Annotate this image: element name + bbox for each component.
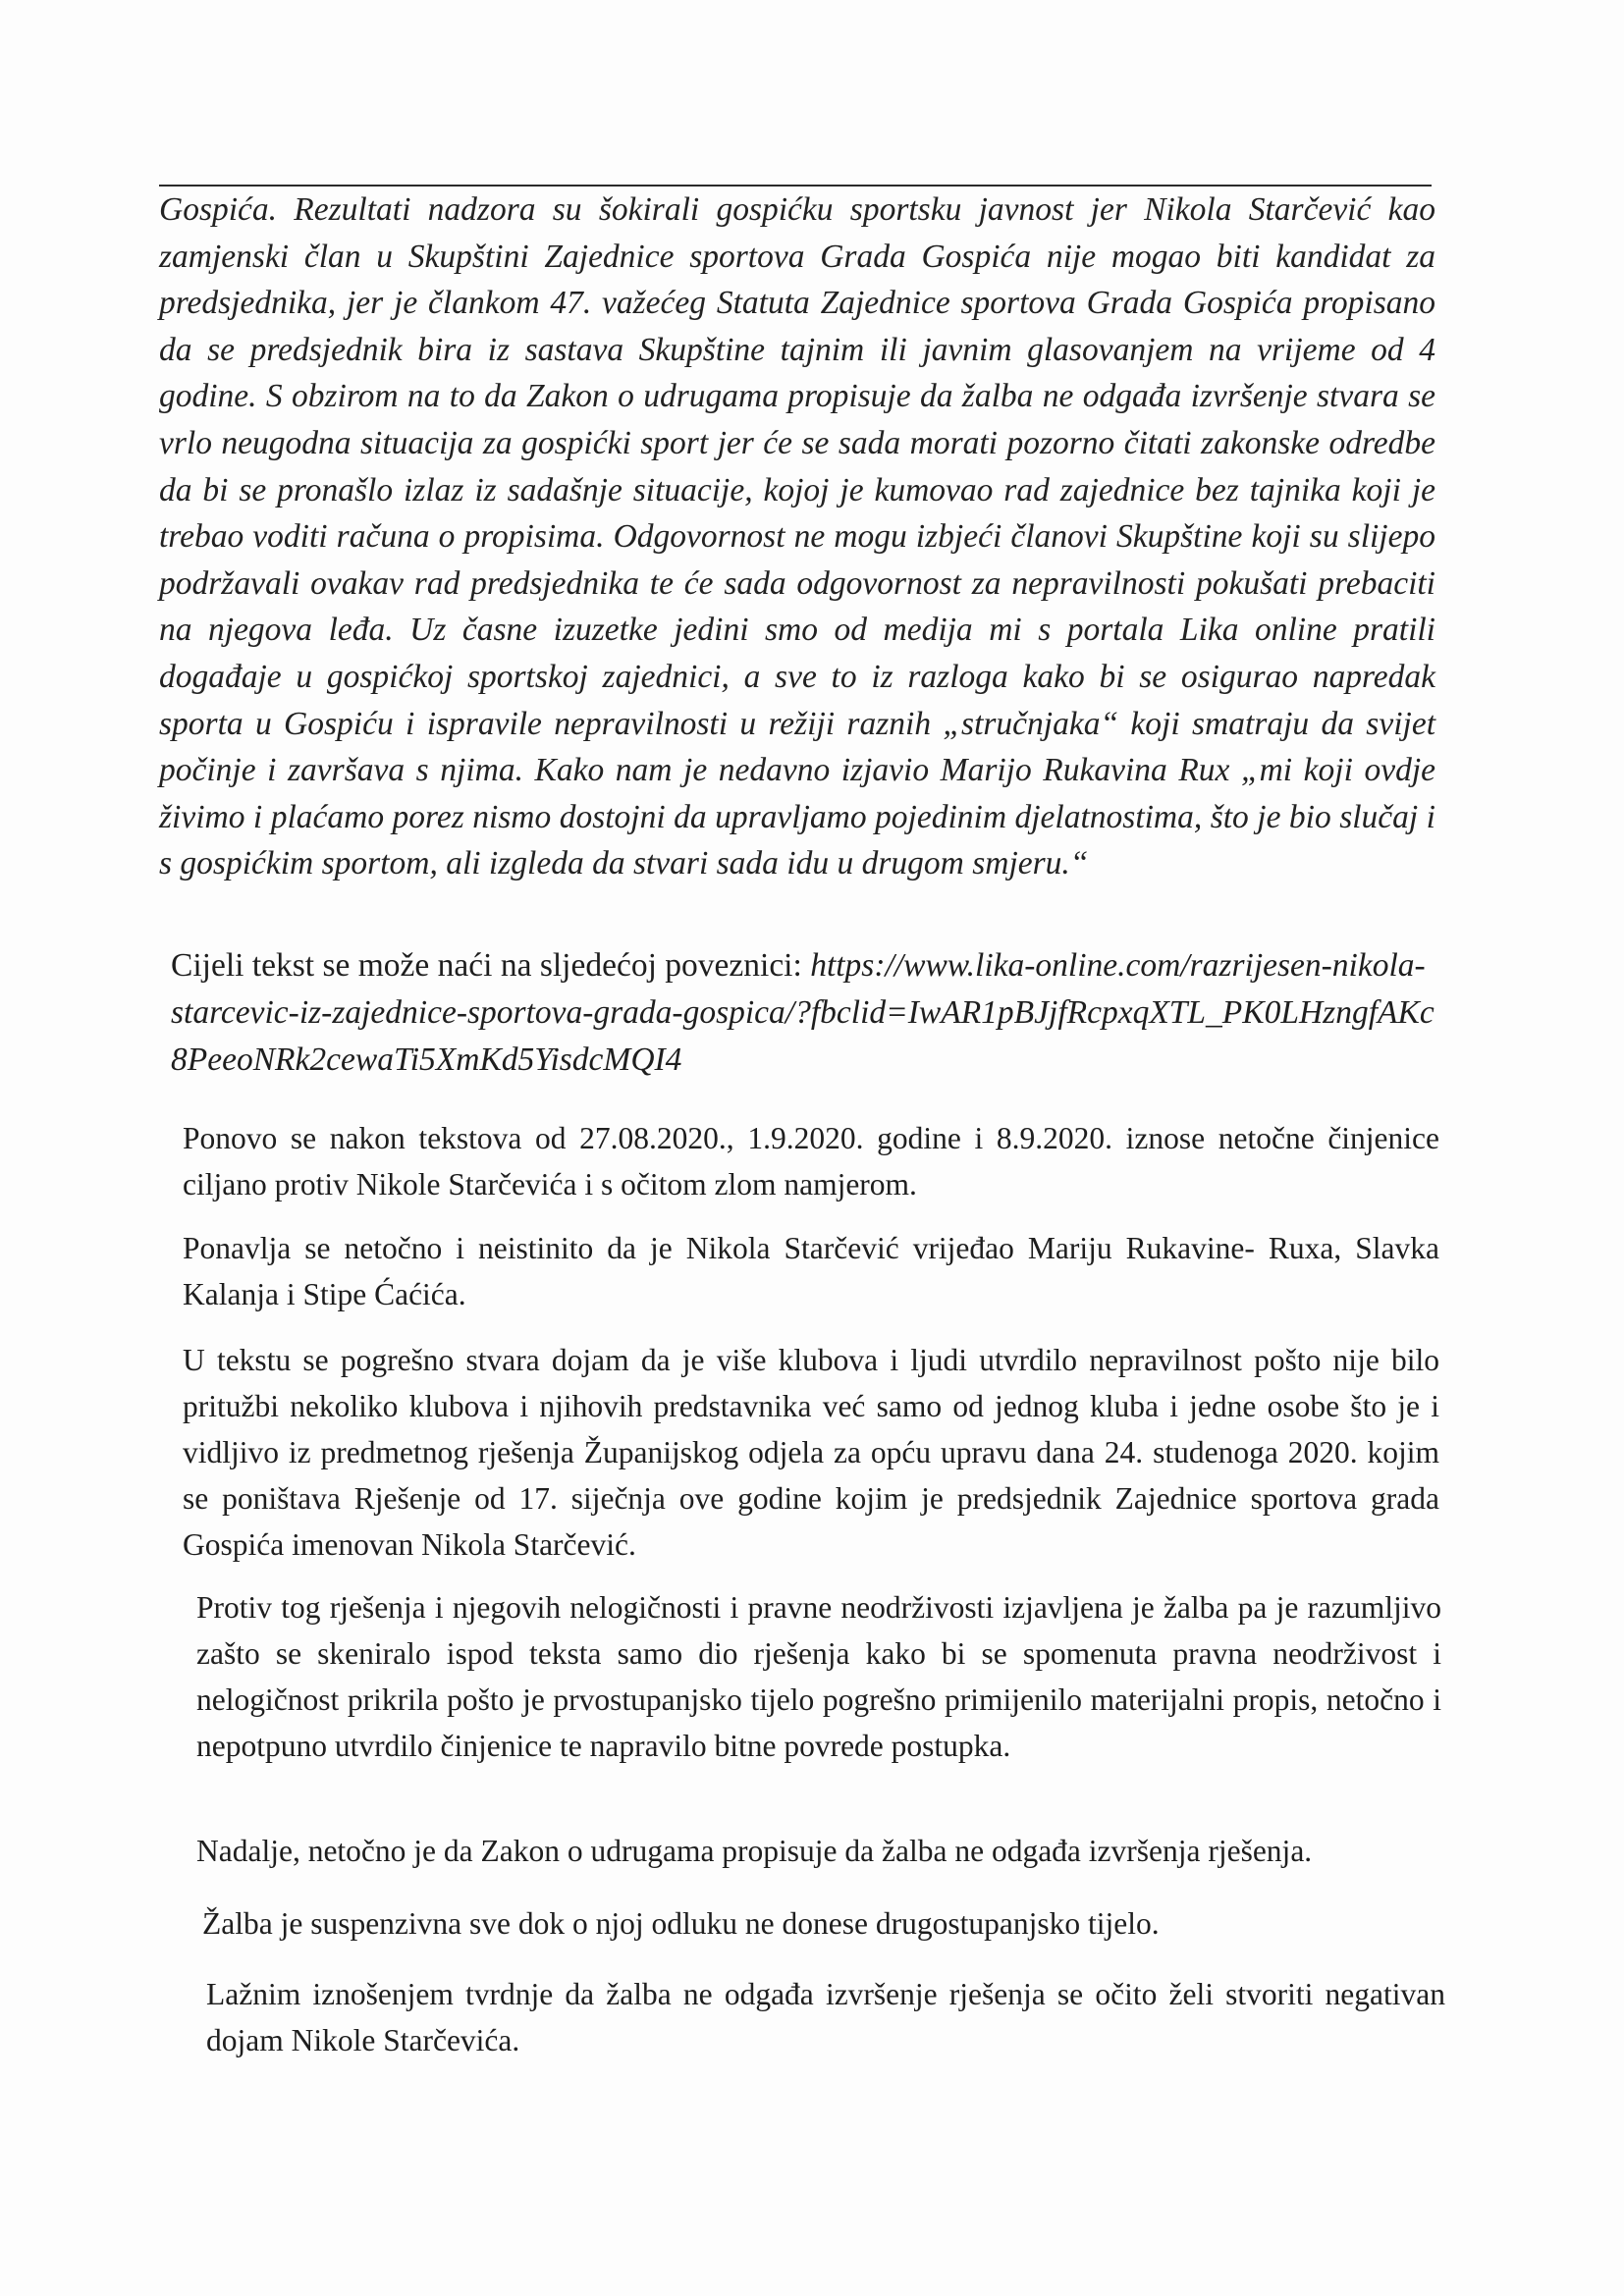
body-paragraph <box>183 1115 1439 1207</box>
paragraph-text: Protiv tog rješenja i njegovih nelogičnosti i pravne neodrživosti izjavljena je žalba pa je razumljivo zašto se skeniralo ispod teksta samo dio rješenja kako bi se spomenuta pravna neodrživost i nelogičnost prikrila pošto je prvostupanjsko tijelo pogrešno primijenilo materijalni propis, netočno i nepotpuno utvrdilo činjenice te napravilo bitne povrede postupka. <box>196 1590 1441 1763</box>
paragraph-text: Nadalje, netočno je da Zakon o udrugama propisuje da žalba ne odgađa izvršenja rješenja. <box>196 1834 1313 1868</box>
body-paragraph <box>202 1900 1441 1947</box>
paragraph-text: U tekstu se pogrešno stvara dojam da je više klubova i ljudi utvrdilo nepravilnost pošto nije bilo pritužbi nekoliko klubova i njihovih predstavnika već samo od jednog kluba i jedne osobe što je i vidljivo iz predmetnog rješenja Županijskog odjela za opću upravu dana 24. studenoga 2020. kojim se poništava Rješenje od 17. siječnja ove godine kojim je predsjednik Zajednice sportova grada Gospića imenovan Nikola Starčević. <box>183 1343 1439 1562</box>
source-intro-text: Cijeli tekst se može naći na sljedećoj poveznici: <box>171 947 811 984</box>
body-paragraph <box>206 1971 1445 2063</box>
quoted-article-excerpt <box>159 187 1435 887</box>
paragraph-text: Ponavlja se netočno i neistinito da je Nikola Starčević vrijeđao Mariju Rukavine- Ruxa, Slavka Kalanja i Stipe Ćaćića. <box>183 1231 1439 1311</box>
body-paragraph <box>183 1337 1439 1568</box>
paragraph-text: Lažnim iznošenjem tvrdnje da žalba ne odgađa izvršenje rješenja se očito želi stvoriti negativan dojam Nikole Starčevića. <box>206 1977 1445 2057</box>
source-link[interactable]: https://www.lika-online.com/razrijesen-nikola-starcevic-iz-zajednice-sportova-grada-gospica/?fbclid=IwAR1pBJjfRcpxqXTL_PK0LHzngfAKc8PeeoNRk2cewaTi5XmKd5YisdcMQI4 <box>171 947 1435 1078</box>
source-reference <box>171 942 1437 1084</box>
body-paragraph <box>196 1828 1441 1874</box>
quoted-article-text: Gospića. Rezultati nadzora su šokirali gospićku sportsku javnost jer Nikola Starčević kao zamjenski član u Skupštini Zajednice sportova Grada Gospića nije mogao biti kandidat za predsjednika, jer je člankom 47. važećeg Statuta Zajednice sportova Grada Gospića propisano da se predsjednik bira iz sastava Skupštine tajnim ili javnim glasovanjem na vrijeme od 4 godine. S obzirom na to da Zakon o udrugama propisuje da žalba ne odgađa izvršenje stvara se vrlo neugodna situacija za gospićki sport jer će se sada morati pozorno čitati zakonske odredbe da bi se pronašlo izlaz iz sadašnje situacije, kojoj je kumovao rad zajednice bez tajnika koji je trebao voditi računa o propisima. Odgovornost ne mogu izbjeći članovi Skupštine koji su slijepo podržavali ovakav rad predsjednika te će sada odgovornost za nepravilnosti pokušati prebaciti na njegova leđa. Uz časne izuzetke jedini smo od medija mi s portala Lika online pratili događaje u gospićkoj sportskoj zajednici, a sve to iz razloga kako bi se osigurao napredak sporta u Gospiću i ispravile nepravilnosti u režiji raznih „stručnjaka“ koji smatraju da svijet počinje i završava s njima. Kako nam je nedavno izjavio Marijo Rukavina Rux „mi koji ovdje živimo i plaćamo porez nismo dostojni da upravljamo pojedinim djelatnostima, što je bio slučaj i s gospićkim sportom, ali izgleda da stvari sada idu u drugom smjeru.“ <box>159 191 1435 882</box>
body-paragraph <box>183 1225 1439 1317</box>
paragraph-text: Žalba je suspenzivna sve dok o njoj odluku ne donese drugostupanjsko tijelo. <box>202 1906 1160 1941</box>
paragraph-text: Ponovo se nakon tekstova od 27.08.2020., 1.9.2020. godine i 8.9.2020. iznose netočne činjenice ciljano protiv Nikole Starčevića i s očitom zlom namjerom. <box>183 1121 1439 1201</box>
body-paragraph <box>196 1584 1441 1769</box>
